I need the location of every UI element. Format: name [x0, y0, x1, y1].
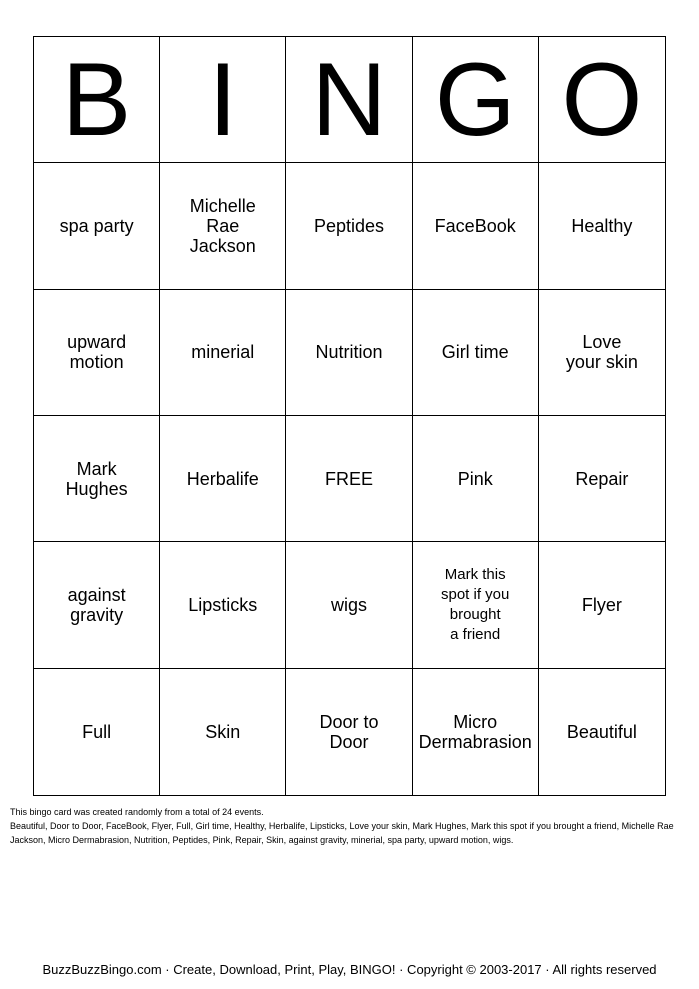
header-letter-o: O: [539, 37, 665, 163]
bingo-cell-r2-c1: upward motion: [34, 290, 160, 416]
card-info: [10, 805, 690, 847]
bingo-cell-r4-c5: Flyer: [539, 542, 665, 668]
bingo-cell-r5-c3: Door to Door: [286, 669, 412, 795]
page-footer: BuzzBuzzBingo.com · Create, Download, Print, Play, BINGO! · Copyright © 2003-2017 · All rights reserved: [42, 962, 657, 977]
bingo-cell-r4-c1: against gravity: [34, 542, 160, 668]
bingo-cell-r1-c4: FaceBook: [413, 163, 539, 289]
bingo-cell-r5-c4: Micro Dermabrasion: [413, 669, 539, 795]
bingo-cell-r5-c1: Full: [34, 669, 160, 795]
bingo-cell-r3-c5: Repair: [539, 416, 665, 542]
bingo-cell-r1-c2: Michelle Rae Jackson: [160, 163, 286, 289]
header-letter-i: I: [160, 37, 286, 163]
header-letter-g: G: [413, 37, 539, 163]
bingo-cell-r4-c3: wigs: [286, 542, 412, 668]
bingo-cell-r2-c2: minerial: [160, 290, 286, 416]
bingo-cell-r1-c3: Peptides: [286, 163, 412, 289]
bingo-cell-r1-c1: spa party: [34, 163, 160, 289]
bingo-cell-r3-c1: Mark Hughes: [34, 416, 160, 542]
bingo-cell-r2-c5: Love your skin: [539, 290, 665, 416]
bingo-cell-r5-c5: Beautiful: [566, 721, 637, 742]
bingo-cell-r4-c2: Lipsticks: [160, 542, 286, 668]
bingo-cell-r3-c2: Herbalife: [160, 416, 286, 542]
bingo-cell-r4-c4: Mark this spot if you brought a friend: [413, 542, 539, 668]
bingo-card: [33, 36, 666, 796]
bingo-cell-r2-c3: Nutrition: [286, 290, 412, 416]
card-info-event-list: Beautiful, Door to Door, FaceBook, Flyer, Full, Girl time, Healthy, Herbalife, Lipsticks, Love your skin, Mark Hughes, Mark this spot if you brought a friend, Michelle Rae Jackson, Micro Dermabrasion, Nutrition, Peptides, Pink, Repair, Skin, against gravity, minerial, spa party, upward motion, wigs.: [10, 821, 674, 845]
bingo-cell-r3-c4: Pink: [413, 416, 539, 542]
card-info-summary: This bingo card was created randomly from a total of 24 events.: [10, 807, 264, 817]
bingo-cell-r5-c2: Skin: [160, 669, 286, 795]
bingo-cell-r2-c4: Girl time: [413, 290, 539, 416]
header-letter-n: N: [286, 37, 412, 163]
bingo-cell-r1-c5: Healthy: [539, 163, 665, 289]
header-letter-b: B: [34, 37, 160, 163]
free-space-cell: FREE: [286, 416, 412, 542]
